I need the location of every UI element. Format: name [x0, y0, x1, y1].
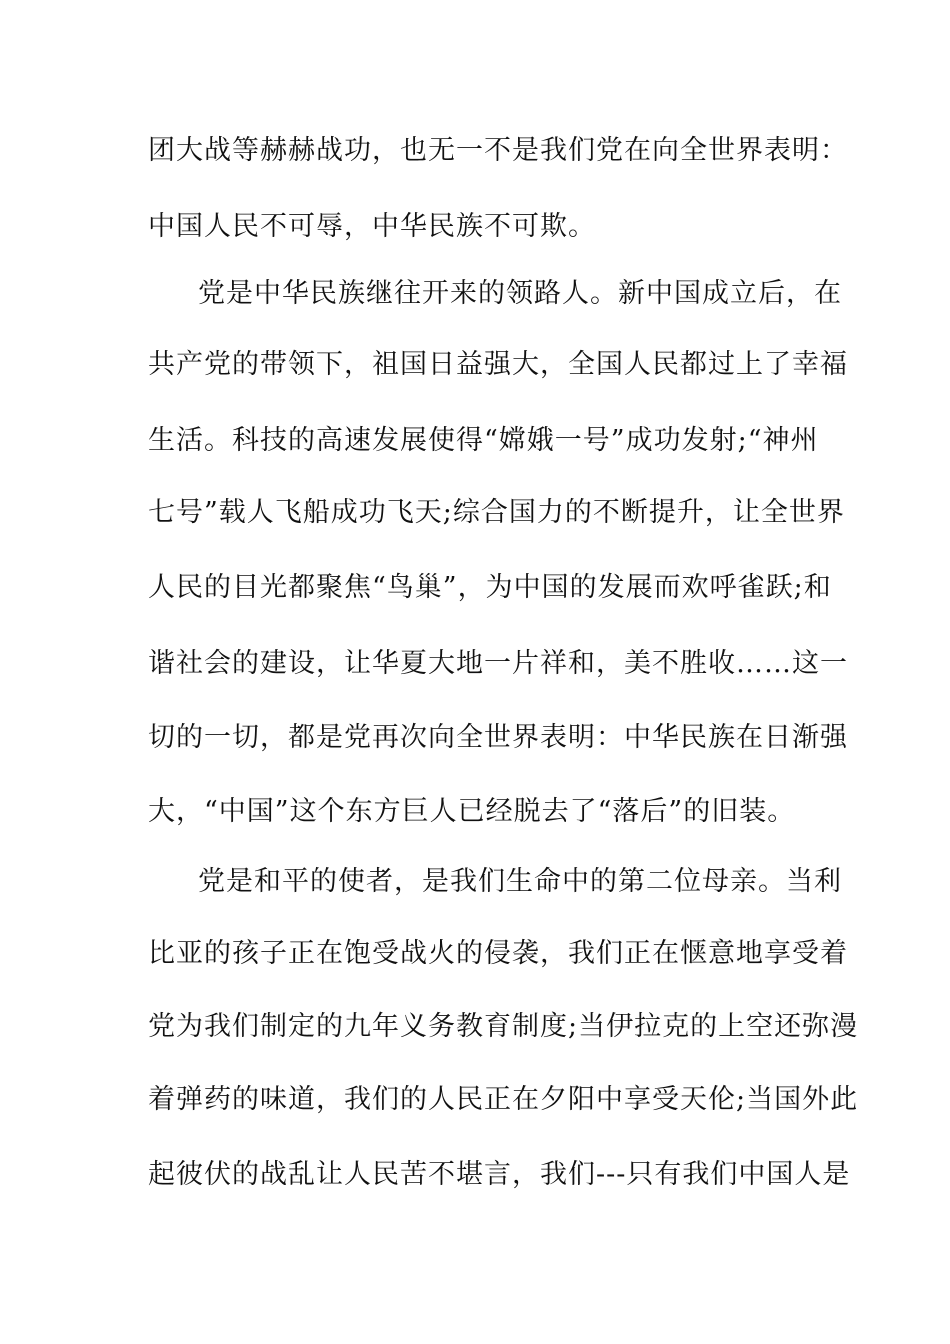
- text-line: 起彼伏的战乱让人民苦不堪言，我们---只有我们中国人是: [148, 1159, 851, 1190]
- text-line: 着弹药的味道，我们的人民正在夕阳中享受天伦;当国外此: [148, 1084, 859, 1115]
- text-line: 谐社会的建设，让华夏大地一片祥和，美不胜收……这一: [148, 648, 848, 679]
- text-line: 共产党的带领下，祖国日益强大，全国人民都过上了幸福: [148, 349, 848, 380]
- paragraph-first-line: 党是和平的使者，是我们生命中的第二位母亲。当利: [198, 866, 842, 897]
- text-line: 七号”载人飞船成功飞天;综合国力的不断提升，让全世界: [148, 497, 845, 528]
- text-line: 党为我们制定的九年义务教育制度;当伊拉克的上空还弥漫: [148, 1011, 859, 1042]
- paragraph-first-line: 党是中华民族继往开来的领路人。新中国成立后，在: [198, 278, 842, 309]
- text-line: 中国人民不可辱，中华民族不可欺。: [148, 211, 596, 242]
- text-line: 人民的目光都聚焦“鸟巢”，为中国的发展而欢呼雀跃;和: [148, 572, 832, 603]
- text-line: 大，“中国”这个东方巨人已经脱去了“落后”的旧装。: [148, 796, 796, 827]
- text-line: 团大战等赫赫战功，也无一不是我们党在向全世界表明：: [148, 135, 848, 166]
- text-line: 切的一切，都是党再次向全世界表明：中华民族在日渐强: [148, 722, 848, 753]
- text-line: 生活。科技的高速发展使得“嫦娥一号”成功发射;“神州: [148, 425, 819, 456]
- text-line: 比亚的孩子正在饱受战火的侵袭，我们正在惬意地享受着: [148, 938, 848, 969]
